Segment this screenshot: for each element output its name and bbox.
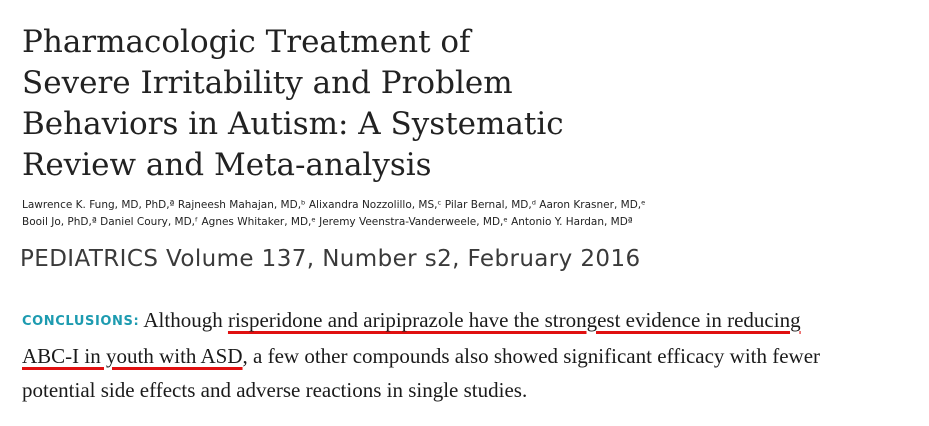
author-list xyxy=(22,197,702,231)
title-line: Pharmacologic Treatment of xyxy=(22,24,471,60)
author-line: Booil Jo, PhD,ª Daniel Coury, MD,ᶠ Agnes Whitaker, MD,ᵉ Jeremy Veenstra-Vanderweele, MD,ᵉ Antonio Y. Hardan, MDª xyxy=(22,216,633,228)
highlighted-text: risperidone and aripiprazole have the strongest evidence in reducing xyxy=(227,308,801,332)
conclusions-line xyxy=(22,339,922,373)
article-title xyxy=(22,22,722,186)
title-line: Review and Meta-analysis xyxy=(22,147,432,183)
title-line: Severe Irritability and Problem xyxy=(22,65,513,101)
journal-citation: PEDIATRICS Volume 137, Number s2, February 2016 xyxy=(20,246,641,272)
conclusions-line xyxy=(22,303,922,339)
conclusions-paragraph xyxy=(22,303,922,407)
conclusions-line: potential side effects and adverse reactions in single studies. xyxy=(22,378,528,402)
conclusions-text: Although xyxy=(143,308,228,332)
conclusions-label: CONCLUSIONS: xyxy=(22,314,140,329)
author-line: Lawrence K. Fung, MD, PhD,ª Rajneesh Mahajan, MD,ᵇ Alixandra Nozzolillo, MS,ᶜ Pilar Bernal, MD,ᵈ Aaron Krasner, MD,ᵉ xyxy=(22,199,646,211)
highlighted-text: ABC-I in youth with ASD xyxy=(22,344,243,368)
conclusions-text: , a few other compounds also showed significant efficacy with fewer xyxy=(242,344,821,368)
title-line: Behaviors in Autism: A Systematic xyxy=(22,106,564,142)
